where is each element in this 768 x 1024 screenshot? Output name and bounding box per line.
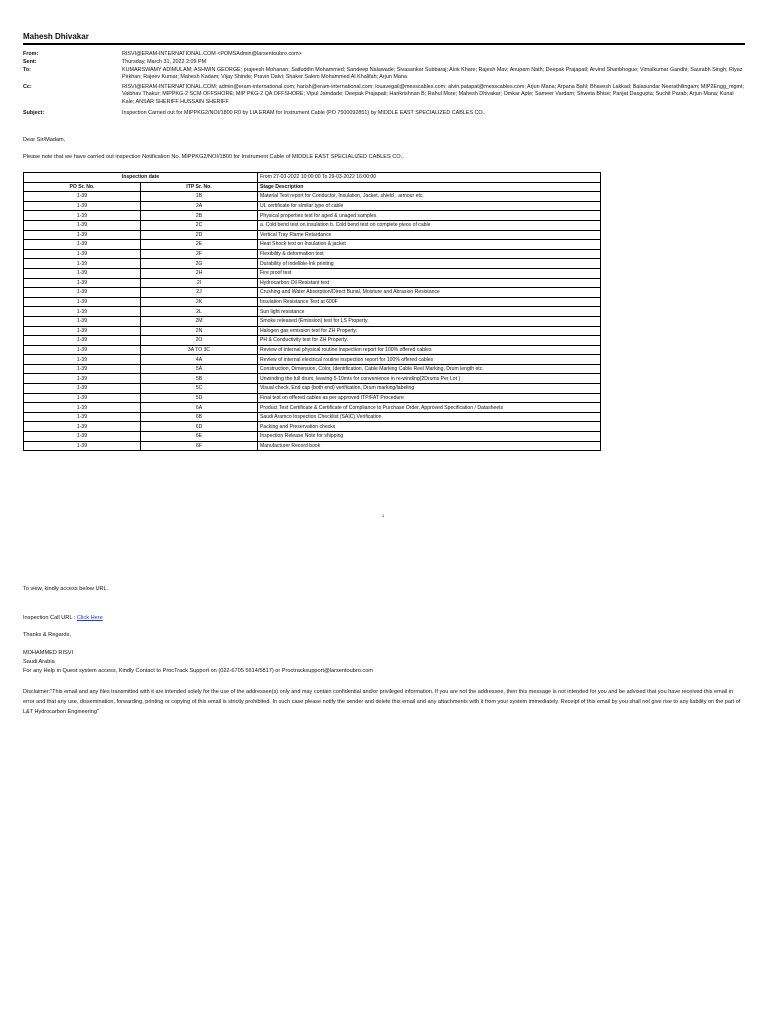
inspection-url-line <box>23 615 745 622</box>
stage-cell: Final test on offered cables as per approved ITP/FAT Procedure <box>258 393 601 403</box>
table-row <box>24 249 601 259</box>
po-cell: 1-39 <box>24 240 141 250</box>
stage-cell: Heat Shock test on Insulation & jacket <box>258 240 601 250</box>
stage-cell: PH & Conductivity test for ZH Property. <box>258 336 601 346</box>
page-number: 1 <box>382 513 385 518</box>
subject-value: Inspection Carried out for MIPPKG2/NOI/1800 R0 by LIA ERAM for Instrument Cable (PO 7500092851) by MIDDLE EAST SPECIALIZED CABLES CO.. <box>122 110 486 116</box>
table-row <box>24 307 601 317</box>
signature-location: Saudi Arabia <box>23 659 55 665</box>
po-cell: 1-39 <box>24 432 141 442</box>
table-row <box>24 412 601 422</box>
table-row <box>24 211 601 221</box>
po-cell: 1-39 <box>24 268 141 278</box>
sent-value: Thursday, March 31, 2022 2:09 PM <box>122 59 207 65</box>
po-cell: 1-39 <box>24 211 141 221</box>
po-cell: 1-39 <box>24 316 141 326</box>
cc-value: RISVI@ERAM-INTERNATIONAL.COM; admin@eram-international.com; harish@eram-international.com; louavegail@messcables.com; alvin.patapat@messcables.com; Arjun Mana; Arpana Bahl; Bhavesh Lakkad; Balasundar Neerathilingam; MIP2Engg_mgmt; Vaibhav Thakur; MIPPKG-2 SCM OFFSHORE; MIP PKG-2 QA OFFSHORE; Vipul Jamdade; Deepak Prajapati; Harikrishnan B; Rahul More; Mahesh Dhivakar; Omkar Apte; Sameer Vardam; Shweta Bhise; Parijat Dasgupta; Suchit Parab; Arjun Mana; Kunal Kale; ANSAR SHERIFF HUSSAIN SHERIFF <box>122 84 744 105</box>
table-row <box>24 403 601 413</box>
stage-cell: Product Test Certificate & Certificate of Compliance to Purchase Order, Approved Specification / Datasheets <box>258 403 601 413</box>
table-row <box>24 192 601 202</box>
itp-cell: 3A TO 3C <box>141 345 258 355</box>
table-row <box>24 278 601 288</box>
po-cell: 1-39 <box>24 384 141 394</box>
stage-cell: Vertical Tray Flame Retardance <box>258 230 601 240</box>
inspection-date-label: Inspection date <box>24 173 258 183</box>
stage-cell: Flexibility & deformation test <box>258 249 601 259</box>
table-row <box>24 316 601 326</box>
table-row <box>24 432 601 442</box>
stage-cell: Review of internal physical routine inspection report for 100% offered cables <box>258 345 601 355</box>
table-row <box>24 422 601 432</box>
itp-cell: 4A <box>141 355 258 365</box>
po-cell: 1-39 <box>24 393 141 403</box>
itp-cell: 2N <box>141 326 258 336</box>
table-row <box>24 326 601 336</box>
stage-cell: Hydrocarbon Oil Resistant test <box>258 278 601 288</box>
cc-label: Cc: <box>23 84 32 90</box>
itp-cell: 1B <box>141 192 258 202</box>
table-row <box>24 384 601 394</box>
stage-cell: Halogen gas emission test for ZH Property. <box>258 326 601 336</box>
table-row <box>24 374 601 384</box>
table-row <box>24 355 601 365</box>
table-row <box>24 345 601 355</box>
inspection-date-row <box>24 173 601 183</box>
po-cell: 1-39 <box>24 307 141 317</box>
access-note: To view, kindly access below URL. <box>23 586 109 592</box>
po-cell: 1-39 <box>24 374 141 384</box>
itp-cell: 6A <box>141 403 258 413</box>
table-row <box>24 336 601 346</box>
from-value: RISVI@ERAM-INTERNATIONAL.COM <POMSAdmin@larsentoubro.com> <box>122 51 302 57</box>
stage-cell: Insulation Resistance Test at 600F <box>258 297 601 307</box>
po-cell: 1-39 <box>24 192 141 202</box>
subject-label: Subject: <box>23 110 45 116</box>
itp-cell: 5C <box>141 384 258 394</box>
itp-cell: 2M <box>141 316 258 326</box>
po-cell: 1-39 <box>24 288 141 298</box>
stage-cell: Unwinding the full drum, leaving 5-10mts for convenience in re-winding(2Drums Per Lot ) <box>258 374 601 384</box>
inspection-date-value: From 27-03-2022 10:00:00 To 29-03-2022 16:00:00 <box>258 173 601 183</box>
stage-cell: Durability of indelible-Ink printing <box>258 259 601 269</box>
itp-cell: 2A <box>141 201 258 211</box>
disclaimer: Disclaimer:"This email and any files transmitted with it are intended solely for the use of the addressee(s) only and may contain confidential and/or privileged information. If you are not the addressee, then this message is not intended for you and be advised that you have received this email in error and that any use, dissemination, forwarding, printing or copying of this email is strictly prohibited. In such case please notify the sender and delete this email and any attachments with it from your system immediately. Receipt of this email by you shall not give rise to any liability on the part of L&T Hydrocarbon Engineering" <box>23 689 741 715</box>
stage-cell: Saudi Aramco Inspection Checklist (SAIC) Verification <box>258 412 601 422</box>
col-header-po: PO Sr. No. <box>24 182 141 192</box>
itp-cell: 6F <box>141 441 258 451</box>
closing-regards: Thanks & Regards, <box>23 632 71 638</box>
itp-cell: 6D <box>141 422 258 432</box>
stage-cell: Fire proof test <box>258 268 601 278</box>
po-cell: 1-39 <box>24 403 141 413</box>
col-header-stage: Stage Description <box>258 182 601 192</box>
stage-cell: Manufacturer Record book <box>258 441 601 451</box>
support-contact: For any Help in Quest system access, Kindly Contact to ProcTrack Support on (022-6705 5614/5817) or Proctracksupport@larsentoubro.com <box>23 668 373 674</box>
table-row <box>24 230 601 240</box>
greeting: Dear Sir/Madam, <box>23 137 66 143</box>
itp-cell: 2L <box>141 307 258 317</box>
stage-cell: Sun light resistance <box>258 307 601 317</box>
col-header-itp: ITP Sr. No. <box>141 182 258 192</box>
table-row <box>24 288 601 298</box>
po-cell: 1-39 <box>24 364 141 374</box>
table-row <box>24 259 601 269</box>
itp-cell: 2O <box>141 336 258 346</box>
table-row <box>24 441 601 451</box>
itp-cell: 5D <box>141 393 258 403</box>
intro-paragraph: Please note that we have carried out inspection Notification No. MIPPKG2/NOI/1800 for Instrument Cable of MIDDLE EAST SPECIALIZED CABLES CO.. <box>23 154 404 160</box>
itp-cell: 5A <box>141 364 258 374</box>
stage-cell: Packing and Preservation checks <box>258 422 601 432</box>
signature-name: MOHAMMED RISVI <box>23 650 74 656</box>
table-header-row <box>24 182 601 192</box>
itp-cell: 6E <box>141 432 258 442</box>
itp-cell: 5B <box>141 374 258 384</box>
itp-cell: 2E <box>141 240 258 250</box>
header-divider <box>23 43 745 45</box>
stage-cell: Review of internal electrical routine inspection report for 100% offered cables <box>258 355 601 365</box>
itp-cell: 2D <box>141 230 258 240</box>
stage-cell: Crushing and Water Absorption/Direct Burial, Moisture and Abrasion Resistance <box>258 288 601 298</box>
itp-cell: 2J <box>141 288 258 298</box>
itp-cell: 2G <box>141 259 258 269</box>
po-cell: 1-39 <box>24 297 141 307</box>
itp-cell: 2B <box>141 211 258 221</box>
click-here-link[interactable]: Click Here <box>76 615 103 621</box>
from-label: From: <box>23 51 39 57</box>
itp-cell: 6B <box>141 412 258 422</box>
stage-cell: a. Cold bend test on insulation b. Cold bend test on complete piece of cable <box>258 220 601 230</box>
itp-cell: 2K <box>141 297 258 307</box>
po-cell: 1-39 <box>24 249 141 259</box>
po-cell: 1-39 <box>24 326 141 336</box>
po-cell: 1-39 <box>24 345 141 355</box>
sent-label: Sent: <box>23 59 37 65</box>
po-cell: 1-39 <box>24 355 141 365</box>
table-row <box>24 364 601 374</box>
po-cell: 1-39 <box>24 220 141 230</box>
itp-cell: 2I <box>141 278 258 288</box>
table-row <box>24 240 601 250</box>
stage-cell: Material Test report for Conductor, Insulation, Jacket, shield , armour etc. <box>258 192 601 202</box>
table-body <box>24 192 601 451</box>
stage-cell: Physical properties test for aged & unaged samples <box>258 211 601 221</box>
po-cell: 1-39 <box>24 412 141 422</box>
stage-cell: UL certificate for similar type of cable <box>258 201 601 211</box>
itp-cell: 2H <box>141 268 258 278</box>
table-row <box>24 201 601 211</box>
inspection-url-label: Inspection Call URL : <box>23 615 77 621</box>
po-cell: 1-39 <box>24 441 141 451</box>
inspection-table <box>23 172 601 451</box>
mailbox-owner-name: Mahesh Dhivakar <box>23 32 89 41</box>
table-row <box>24 220 601 230</box>
itp-cell: 2C <box>141 220 258 230</box>
stage-cell: Visual check, End cap (both end) verification, Drum marking/labeling <box>258 384 601 394</box>
stage-cell: Inspection Release Note for shipping <box>258 432 601 442</box>
po-cell: 1-39 <box>24 422 141 432</box>
po-cell: 1-39 <box>24 259 141 269</box>
table-row <box>24 393 601 403</box>
po-cell: 1-39 <box>24 201 141 211</box>
table-row <box>24 297 601 307</box>
to-value: KUMARSWAMY ADIMULAM; ASHWIN GEORGE; prajeesh Mohanan; Saifuddin Mohammed; Sandeep Nalawade; Sivasankar Subbaraj; Alok Khare; Rajesh Mav; Anupam Nath; Deepak Prajapati; Arvind Shanbhogue; Vimalkumar Gandhi; Saurabh Singh; Riyaz Pirkhan; Rajeev Kumar; Mahesh Kadam; Vijay Shinde; Pravin Dalvi; Shaker Salem Mohammed Al Khalifah; Arjun Mana <box>122 67 743 81</box>
po-cell: 1-39 <box>24 278 141 288</box>
stage-cell: Construction, Dimension, Color, Identification, Cable Marking Cable Reel Marking, Drum length etc. <box>258 364 601 374</box>
itp-cell: 2F <box>141 249 258 259</box>
table-row <box>24 268 601 278</box>
stage-cell: Smoke released (Emission) test for LS Property. <box>258 316 601 326</box>
po-cell: 1-39 <box>24 230 141 240</box>
to-label: To: <box>23 67 31 73</box>
po-cell: 1-39 <box>24 336 141 346</box>
